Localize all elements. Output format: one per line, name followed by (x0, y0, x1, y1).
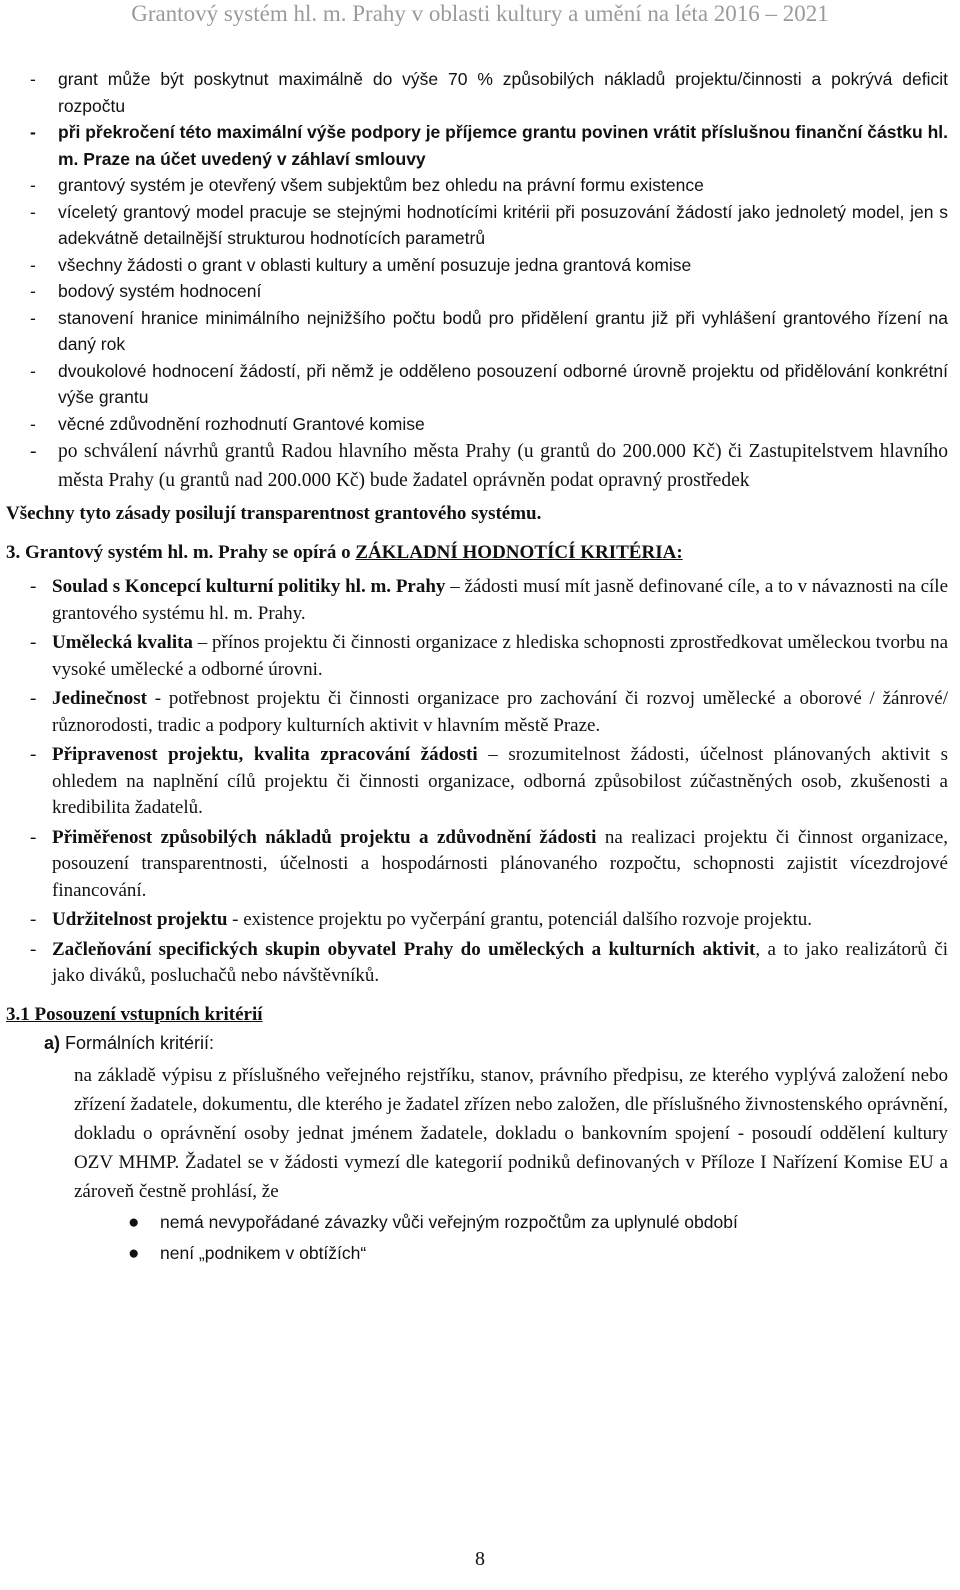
list-item (0, 119, 960, 172)
criterion-text: - potřebnost projektu či činnosti organizace pro zachování či rozvoj umělecké a oborové / žánrové/ různorodosti, tradic a podpory kulturních aktivit v hlavním městě Praze. (52, 688, 948, 736)
criterion-title: Přiměřenost způsobilých nákladů projektu a zdůvodnění žádosti (52, 826, 597, 848)
list-item-text: všechny žádosti o grant v oblasti kultury a umění posuzuje jedna grantová komise (58, 254, 692, 275)
transparency-statement: Všechny tyto zásady posilují transparentnost grantového systému. (6, 503, 542, 524)
criterion-title: Začleňování specifických skupin obyvatel Prahy do uměleckých a kulturních aktivit (52, 938, 756, 960)
criterion-text: , a to jako realizátorů či jako diváků, posluchačů nebo návštěvníků. (52, 938, 948, 986)
list-item-text: po schválení návrhů grantů Radou hlavního města Prahy (u grantů do 200.000 Kč) či Zastupitelstvem hlavního města Prahy (u grantů nad 200.000 Kč) bude žadatel oprávněn podat opravný prostředek (58, 441, 948, 491)
bullet-item (0, 1208, 960, 1237)
list-item-text: bodový systém hodnocení (58, 281, 262, 301)
section-3-1-heading (0, 1002, 263, 1029)
subsection-a (0, 1030, 960, 1057)
list-dash: - (30, 441, 37, 462)
list-dash: - (30, 175, 36, 195)
list-item-text: grant může být poskytnut maximálně do výše 70 % způsobilých nákladů projektu/činnosti a pokrývá deficit rozpočtu (58, 69, 948, 116)
criterion-item (0, 686, 960, 739)
list-dash: - (30, 201, 36, 222)
section-3-underlined: ZÁKLADNÍ HODNOTÍCÍ KRITÉRIA: (355, 541, 683, 563)
list-dash: - (30, 69, 36, 89)
list-item (0, 252, 960, 279)
criteria-list (0, 574, 960, 990)
section-3-prefix: 3. Grantový systém hl. m. Prahy se opírá o (6, 541, 356, 563)
list-dash: - (30, 281, 36, 301)
criterion-text: na realizaci projektu či činnost organizace, posouzení transparentnosti, účelnosti a hospodárnosti plánovaného rozpočtu, schopnosti zajistit vícezdrojové financování. (52, 826, 948, 901)
list-dash: - (30, 360, 36, 381)
criterion-title: Udržitelnost projektu (52, 909, 228, 930)
page-content (0, 66, 960, 1268)
criterion-title: Soulad s Koncepcí kulturní politiky hl. m. Prahy (52, 576, 446, 597)
list-item-text: při překročení této maximální výše podpory je příjemce grantu povinen vrátit příslušnou finanční částku hl. m. Praze na účet uvedený v záhlaví smlouvy (58, 122, 948, 169)
list-item (0, 199, 960, 252)
list-dash: - (30, 826, 37, 848)
criterion-title: Připravenost projektu, kvalita zpracování žádosti (52, 744, 478, 765)
list-dash: - (30, 632, 37, 653)
subsection-a-title: Formálních kritérií: (60, 1033, 215, 1053)
criterion-text: – žádosti musí mít jasně definované cíle, a to v návaznosti na cíle grantového systému hl. m. Prahy. (52, 576, 949, 624)
list-item (0, 172, 960, 199)
list-item (0, 305, 960, 358)
section-3-heading (0, 540, 960, 567)
bullet-text: nemá nevypořádané závazky vůči veřejným rozpočtům za uplynulé období (160, 1211, 738, 1232)
criterion-title: Umělecká kvalita (52, 632, 193, 653)
criterion-item (0, 907, 960, 934)
section-3-1-title: 3.1 Posouzení vstupních kritérií (6, 1003, 263, 1025)
list-dash: - (30, 938, 37, 960)
criterion-item (0, 574, 960, 627)
criterion-item (0, 630, 960, 683)
principles-list (0, 66, 960, 495)
list-dash: - (30, 576, 37, 597)
declaration-bullets (0, 1208, 960, 1268)
formal-criteria-paragraph: na základě výpisu z příslušného veřejného rejstříku, stanov, právního předpisu, ze kterého vyplývá založení nebo zřízení žadatele, dokumentu, dle kterého je žadatel zřízen nebo založen, dle příslušného živnostenského oprávnění, dokladu o oprávnění osoby jednat jménem žadatele, dokladu o bankovním spojení - posoudí oddělení kultury OZV MHMP. Žadatel se v žádosti vymezí dle kategorií podniků definovaných v Příloze I Nařízení Komise EU a zároveň čestně prohlásí, že (74, 1064, 948, 1202)
criterion-item (0, 825, 960, 905)
list-dash: - (30, 688, 37, 709)
list-item-text: grantový systém je otevřený všem subjektům bez ohledu na právní formu existence (58, 175, 704, 195)
bullet-dot: ● (128, 1211, 140, 1233)
list-dash: - (30, 744, 37, 765)
list-item (0, 358, 960, 411)
list-dash: - (30, 909, 37, 930)
bullet-text: není „podnikem v obtížích“ (160, 1242, 367, 1263)
list-item (0, 411, 960, 438)
list-item-text: stanovení hranice minimálního nejnižšího počtu bodů pro přidělení grantu již při vyhlášení grantového řízení na daný rok (58, 307, 948, 354)
list-dash: - (30, 122, 36, 142)
criterion-item (0, 742, 960, 822)
criterion-item (0, 937, 960, 990)
page-header: Grantový systém hl. m. Prahy v oblasti kultury a umění na léta 2016 – 2021 (131, 1, 829, 26)
list-dash: - (30, 307, 36, 328)
subsection-a-letter: a) (44, 1033, 61, 1053)
list-item-text: dvoukolové hodnocení žádostí, při němž je odděleno posouzení odborné úrovně projektu od přidělování konkrétní výše grantu (58, 360, 948, 407)
criterion-text: - existence projektu po vyčerpání grantu, potenciál dalšího rozvoje projektu. (227, 909, 812, 930)
list-dash: - (30, 413, 36, 434)
list-dash: - (30, 254, 36, 275)
list-item (0, 66, 960, 119)
list-item-text: věcné zdůvodnění rozhodnutí Grantové komise (58, 413, 425, 434)
bullet-item (0, 1239, 960, 1268)
bullet-dot: ● (128, 1242, 140, 1264)
list-item-text: víceletý grantový model pracuje se stejnými hodnotícími kritérii při posuzování žádostí jako jednoletý model, jen s adekvátně detailnější strukturou hodnotících parametrů (58, 201, 948, 248)
page-number: 8 (475, 1548, 485, 1570)
criterion-text: – přínos projektu či činnosti organizace z hlediska schopnosti zprostředkovat uměleckou tvorbu na vysoké umělecké a odborné úrovni. (52, 632, 949, 680)
list-item (0, 437, 960, 495)
criterion-title: Jedinečnost (52, 688, 147, 709)
list-item (0, 278, 960, 305)
criterion-text: – srozumitelnost žádosti, účelnost plánovaných aktivit s ohledem na naplnění cílů projektu či činnosti organizace, odborná způsobilost zúčastněných osob, zkušenosti a kredibilita žadatelů. (52, 744, 948, 818)
